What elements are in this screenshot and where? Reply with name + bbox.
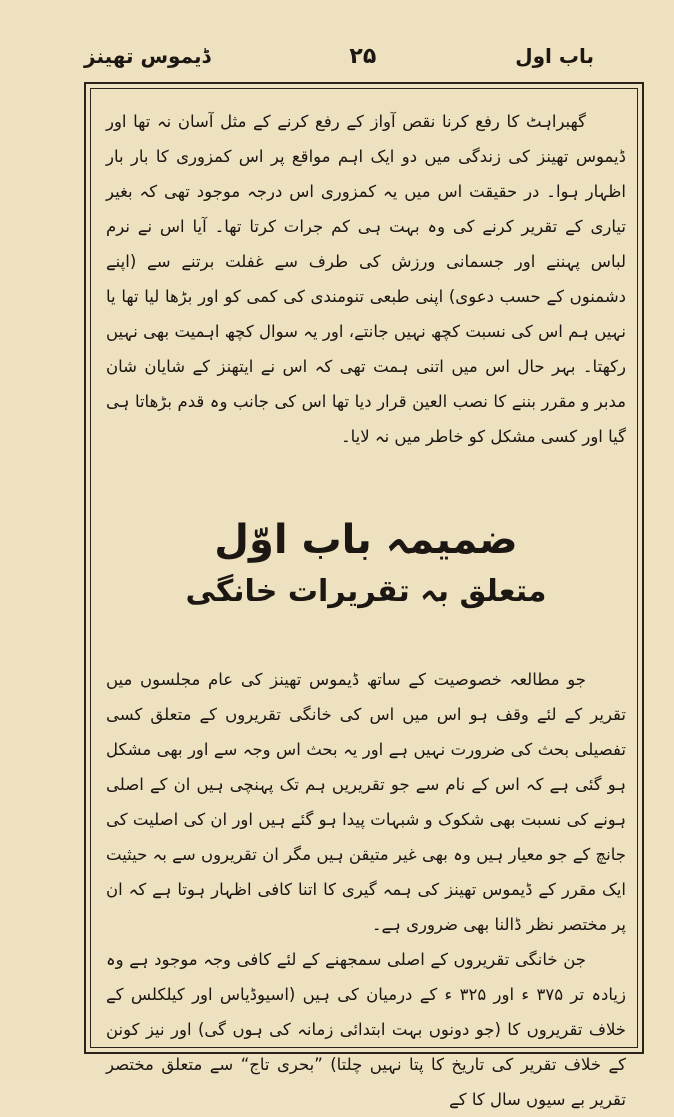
running-header — [84, 36, 594, 76]
appendix-subtitle: متعلق بہ تقریرات خانگی — [185, 574, 547, 609]
book-title: ڈیموس تھینز — [84, 44, 211, 68]
body-paragraph: گھبراہٹ کا رفع کرنا نقص آواز کے رفع کرنے کے مثل آسان نہ تھا اور ڈیموس تھینز کی زندگی میں دو ایک اہم مواقع پر اس کمزوری کا بار بار اظہار ہوا۔ در حقیقت اس میں یہ کمزوری اس درجہ موجود تھی کہ بغیر تیاری کے تقریر کرنے کی وہ بہت ہی کم جرات کرتا تھا۔ آیا اس نے نرم لباس پہننے اور جسمانی ورزش کی طرف سے غفلت برتنے سے (اپنے دشمنوں کے حسب دعوی) اپنی طبعی تنومندی کی کمی کو اور بڑھا لیا تھا یا نہیں ہم اس کی نسبت کچھ نہیں جانتے، اور یہ سوال کچھ اہمیت بھی نہیں رکھتا۔ بہر حال اس میں اتنی ہمت تھی کہ اس نے ایتھنز کے شایان شان مدبر و مقرر بننے کا نصب العین قرار دیا تھا اس کی جانب وہ قدم بڑھاتا ہی گیا اور کسی مشکل کو خاطر میں نہ لایا۔ — [106, 112, 626, 446]
appendix-heading — [106, 512, 626, 616]
appendix-title: ضمیمہ باب اوّل — [214, 517, 518, 563]
page-content — [106, 104, 626, 1117]
appendix-paragraph: جو مطالعہ خصوصیت کے ساتھ ڈیموس تھینز کی عام مجلسوں میں تقریر کے لئے وقف ہو اس میں اس کی خانگی تقریروں کے متعلق کسی تفصیلی بحث کی ضرورت نہیں ہے اور یہ بحث اس وجہ سے اور بھی مشکل ہو گئی ہے کہ اس کے نام سے جو تقریریں ہم تک پہنچی ہیں ان کے اصلی ہونے کی نسبت بھی شکوک و شبہات پیدا ہو گئے ہیں اور ان کی اصلیت کی جانچ کے جو معیار ہیں وہ بھی غیر متیقن ہیں مگر ان تقریروں سے بہ حیثیت ایک مقرر کے ڈیموس تھینز کی ہمہ گیری کا اتنا کافی اظہار ہوتا ہے کہ ان پر مختصر نظر ڈالنا بھی ضروری ہے۔ — [106, 670, 626, 934]
appendix-paragraph: جن خانگی تقریروں کے اصلی سمجھنے کے لئے کافی وجہ موجود ہے وہ زیادہ تر ۳۷۵ ء اور ۳۲۵ ء کے درمیان کی ہیں (اسیوڈیاس اور کیلکلس کے خلاف تقریروں کا (جو دونوں بہت ابتدائی زمانہ کی ہوں گی) اور نیز کونن کے خلاف تقریر کی تاریخ کا پتا نہیں چلتا) ”بحری تاج“ سے متعلق مختصر تقریر بے سیوں سال کا کے — [106, 950, 626, 1109]
page-number: ۲۵ — [349, 43, 377, 69]
chapter-label: باب اول — [515, 44, 594, 68]
